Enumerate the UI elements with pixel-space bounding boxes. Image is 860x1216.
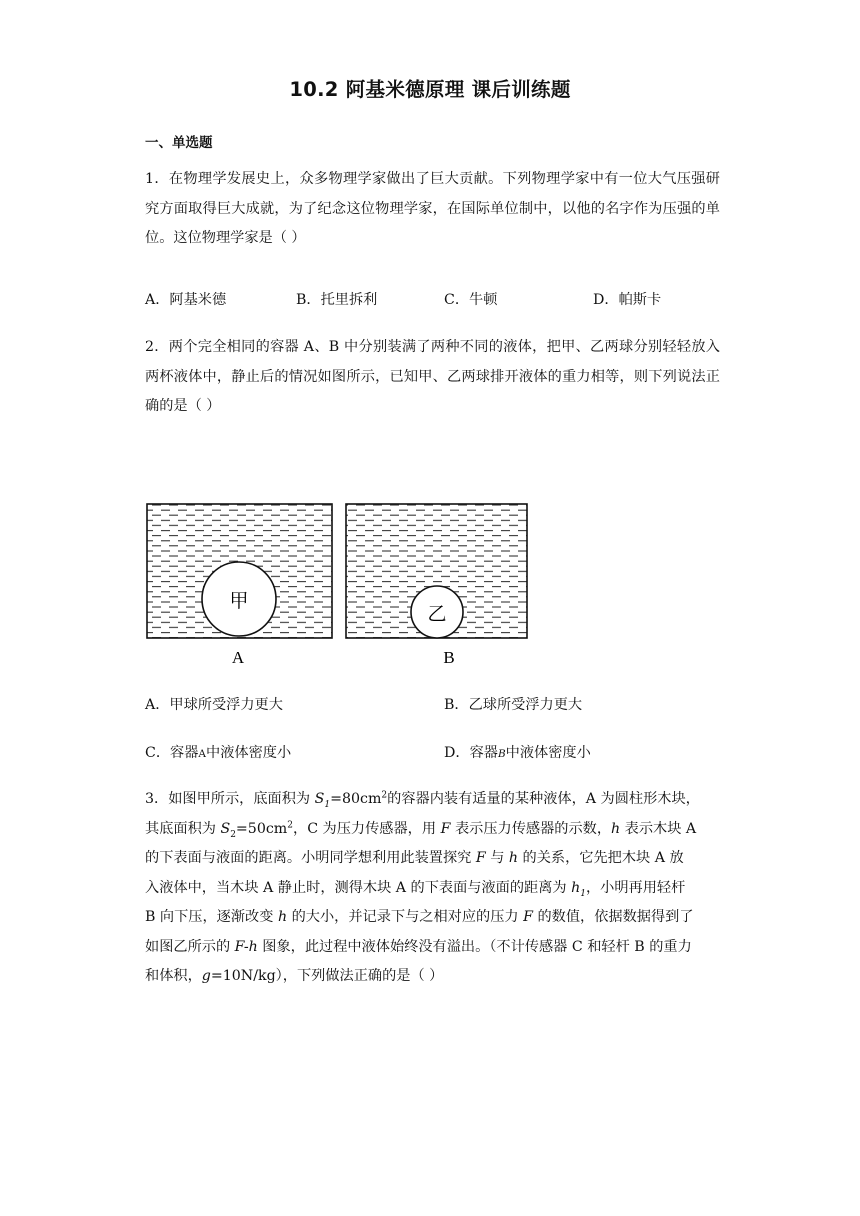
- question-3-text: [145, 785, 720, 992]
- q3-line-4: 入液体中，当木块 A 静止时，测得木块 A 的下表面与液面的距离为 $h_1$，小明再用轻杆: [145, 879, 686, 899]
- q1-option-b[interactable]: B．托里拆利: [296, 292, 378, 308]
- q3-line-3: 的下表面与液面的距离。小明同学想利用此装置探究 F 与 h 的关系，它先把木块 A 放: [145, 850, 684, 866]
- container-b: [346, 504, 527, 667]
- section-heading: 一、单选题: [145, 135, 213, 151]
- ball-yi-label: 乙: [427, 603, 447, 625]
- question-1-text: 1．在物理学发展史上，众多物理学家做出了巨大贡献。下列物理学家中有一位大气压强研究方面取得巨大成就，为了纪念这位物理学家，在国际单位制中，以他的名字作为压强的单位。这位物理学家是（ ）: [145, 171, 720, 246]
- q2-option-b[interactable]: B．乙球所受浮力更大: [444, 697, 583, 713]
- q3-line-6: 如图乙所示的 F-h 图象，此过程中液体始终没有溢出。（不计传感器 C 和轻杆 B 的重力: [145, 938, 692, 955]
- container-b-label: B: [443, 648, 455, 667]
- q3-line-5: B 向下压，逐渐改变 h 的大小，并记录下与之相对应的压力 F 的数值，依据数据得到了: [145, 909, 694, 925]
- q1-option-d[interactable]: D．帕斯卡: [593, 292, 662, 308]
- container-a: [147, 504, 332, 667]
- ball-jia-label: 甲: [229, 590, 249, 612]
- q3-line-7: 和体积，g=10N/kg），下列做法正确的是（ ）: [145, 968, 444, 984]
- q2-option-c[interactable]: C．容器A中液体密度小: [145, 745, 292, 761]
- q2-option-d[interactable]: D．容器B中液体密度小: [444, 745, 591, 761]
- q1-option-c[interactable]: C．牛顿: [444, 292, 498, 308]
- q3-line-1: 3．如图甲所示，底面积为 $S_1=80cm^2$的容器内装有适量的某种液体，A 为圆柱形木块，: [145, 790, 700, 810]
- q3-line-2: 其底面积为 $S_2=50cm^2$，C 为压力传感器，用 F 表示压力传感器的示数，h 表示木块 A: [145, 819, 697, 840]
- page-title: 10.2 阿基米德原理 课后训练题: [289, 78, 571, 101]
- q2-option-a[interactable]: A．甲球所受浮力更大: [145, 697, 283, 713]
- container-a-label: A: [231, 648, 245, 667]
- question-2-text: 2．两个完全相同的容器 A、B 中分别装满了两种不同的液体，把甲、乙两球分别轻轻放入两杯液体中，静止后的情况如图所示，已知甲、乙两球排开液体的重力相等，则下列说法正确的是（ ）: [145, 339, 720, 414]
- containers-figure: [140, 495, 540, 670]
- q1-option-a[interactable]: A．阿基米德: [145, 292, 227, 308]
